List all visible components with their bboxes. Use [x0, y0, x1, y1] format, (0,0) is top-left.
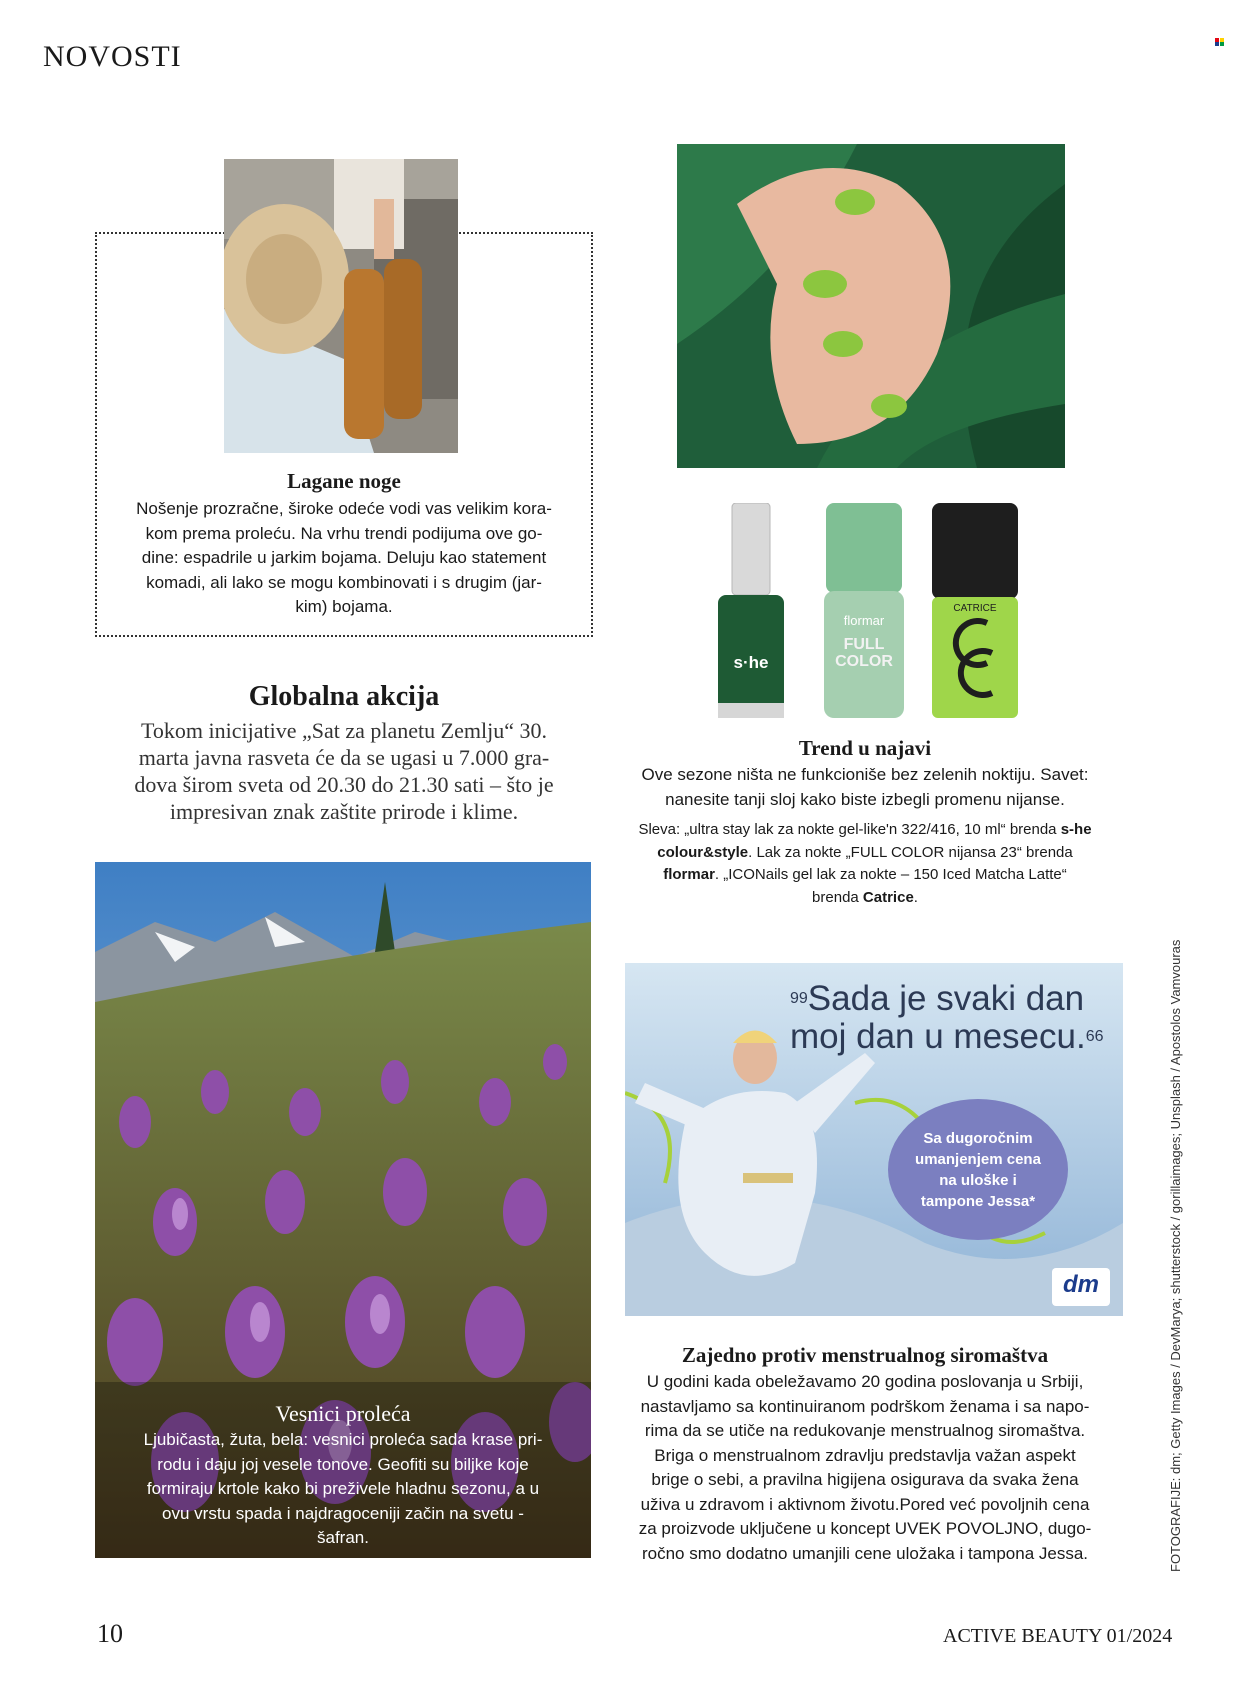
dm-logo-icon — [1215, 33, 1224, 41]
bottle-catrice — [932, 503, 1018, 718]
text-line: Tokom inicijative „Sat za planetu Zemlju“ 30. — [141, 718, 547, 743]
caption-text: . — [913, 888, 918, 906]
text-line: Briga o menstrualnom zdravlju predstavlja važan aspekt — [654, 1445, 1076, 1465]
text-line: rodu i daju joj vesele tonove. Geofiti su biljke koje — [157, 1454, 529, 1474]
text-line: impresivan znak zaštite prirode i klime. — [169, 799, 519, 824]
trend-caption — [610, 819, 1120, 909]
ad-headline-text: Sada je svaki dan — [807, 979, 1085, 1018]
globalna-title: Globalna akcija — [248, 681, 440, 712]
ad-headline-line — [790, 980, 1104, 1018]
ad-suffix: 66 — [1085, 1028, 1104, 1045]
text-line: Ove sezone ništa ne funkcioniše bez zelenih noktiju. Savet: — [641, 765, 1089, 784]
photo-credit: FOTOGRAFIJE: dm; Getty Images / DevMarya; shutterstock / gorillaimages; Unsplash / Apostolos Vamvouras — [1168, 939, 1183, 1572]
text-line: ovu vrstu spada i najdragoceniji začin na svetu - — [162, 1503, 524, 1523]
caption-line — [610, 887, 1120, 910]
bottle-she — [718, 503, 784, 718]
ad-headline-text: moj dan u mesecu. — [790, 1017, 1086, 1056]
text-line: dine: espadrile u jarkim bojama. Deluju kao statement — [141, 548, 547, 567]
section-title: NOVOSTI — [43, 40, 182, 73]
text-line: nanesite tanji sloj kako biste izbegli promenu nijanse. — [665, 789, 1065, 809]
bottle-brand-label: CATRICE — [953, 603, 997, 614]
trend-text — [620, 763, 1110, 812]
text-line: ročno smo dodatno umanjili cene uložaka i tampona Jessa. — [641, 1543, 1089, 1563]
brand-name: s-he — [1060, 821, 1092, 838]
ad-headline-line — [790, 1018, 1104, 1056]
brand-name: flormar — [663, 866, 715, 883]
dm-logo: dm — [1052, 1268, 1110, 1306]
text-line: dova širom sveta od 20.30 do 21.30 sati – što je — [134, 772, 554, 797]
caption-text: Sleva: „ultra stay lak za nokte gel-like'n 322/416, 10 ml“ brenda — [638, 821, 1061, 838]
text-line: nastavljamo sa kontinuiranom podrškom ženama i sa napo- — [640, 1396, 1090, 1416]
ad-price-bubble — [888, 1099, 1068, 1240]
text-line: uživa u zdravom i aktivnom životu.Pored već povoljnih cena — [640, 1494, 1090, 1514]
caption-text: . Lak za nokte „FULL COLOR nijansa 23“ brenda — [748, 843, 1073, 861]
globalna-text — [95, 717, 593, 825]
vesnici-text — [95, 1428, 591, 1551]
zajedno-text — [620, 1370, 1110, 1566]
magazine-issue: ACTIVE BEAUTY 01/2024 — [943, 1625, 1173, 1647]
text-line: za proizvode uključene u koncept UVEK POVOLJNO, dugo- — [638, 1519, 1092, 1538]
bottle-brand-label: s·he — [733, 653, 769, 672]
text-line: U godini kada obeležavamo 20 godina poslovanja u Srbiji, — [646, 1372, 1084, 1391]
text-line: marta javna rasveta će da se ugasi u 7.000 gra- — [138, 745, 550, 770]
vesnici-title: Vesnici proleća — [275, 1401, 411, 1426]
text-line: kim) bojama. — [295, 597, 393, 616]
green-nails-photo — [677, 144, 1065, 468]
caption-line — [610, 864, 1120, 887]
espadrilles-photo — [224, 159, 458, 453]
text-line: kom prema proleću. Na vrhu trendi podijuma ove go- — [145, 523, 543, 543]
lagane-noge-title: Lagane noge — [287, 469, 401, 493]
lagane-noge-text — [100, 497, 588, 620]
bottle-flormar — [824, 503, 904, 718]
bottle-brand-label: flormar — [843, 613, 885, 628]
zajedno-title: Zajedno protiv menstrualnog siromaštva — [681, 1343, 1049, 1367]
text-line: formiraju krtole kako bi preživele hladnu sezonu, a u — [146, 1479, 540, 1498]
text-line: Nošenje prozračne, široke odeće vodi vas velikim kora- — [136, 499, 552, 518]
text-line: šafran. — [317, 1528, 369, 1547]
bottle-product-label: FULL COLOR — [835, 636, 893, 670]
caption-text: . „ICONails gel lak za nokte – 150 Iced Matcha Latte“ — [714, 866, 1067, 883]
page-number: 10 — [97, 1619, 123, 1648]
text-line: rima da se utiče na redukovanje menstrualnog siromaštva. — [644, 1421, 1086, 1440]
ad-headline — [790, 980, 1104, 1056]
trend-title: Trend u najavi — [798, 736, 932, 760]
caption-line — [610, 842, 1120, 865]
brand-name: colour&style — [657, 843, 749, 861]
text-line: Ljubičasta, žuta, bela: vesnici proleća sada krase pri- — [143, 1430, 543, 1449]
brand-name: Catrice — [862, 888, 914, 906]
caption-line — [610, 819, 1120, 842]
text-line: brige o sebi, a pravilna higijena osigurava da svaka žena — [651, 1470, 1079, 1489]
ad-bubble-text: Sa dugoročnim umanjenjem cena na uloške i tampone Jessa* — [915, 1129, 1041, 1210]
caption-text: brenda — [812, 888, 863, 906]
text-line: komadi, ali lako se mogu kombinovati i s drugim (jar- — [146, 572, 542, 592]
ad-prefix: 99 — [790, 990, 808, 1007]
